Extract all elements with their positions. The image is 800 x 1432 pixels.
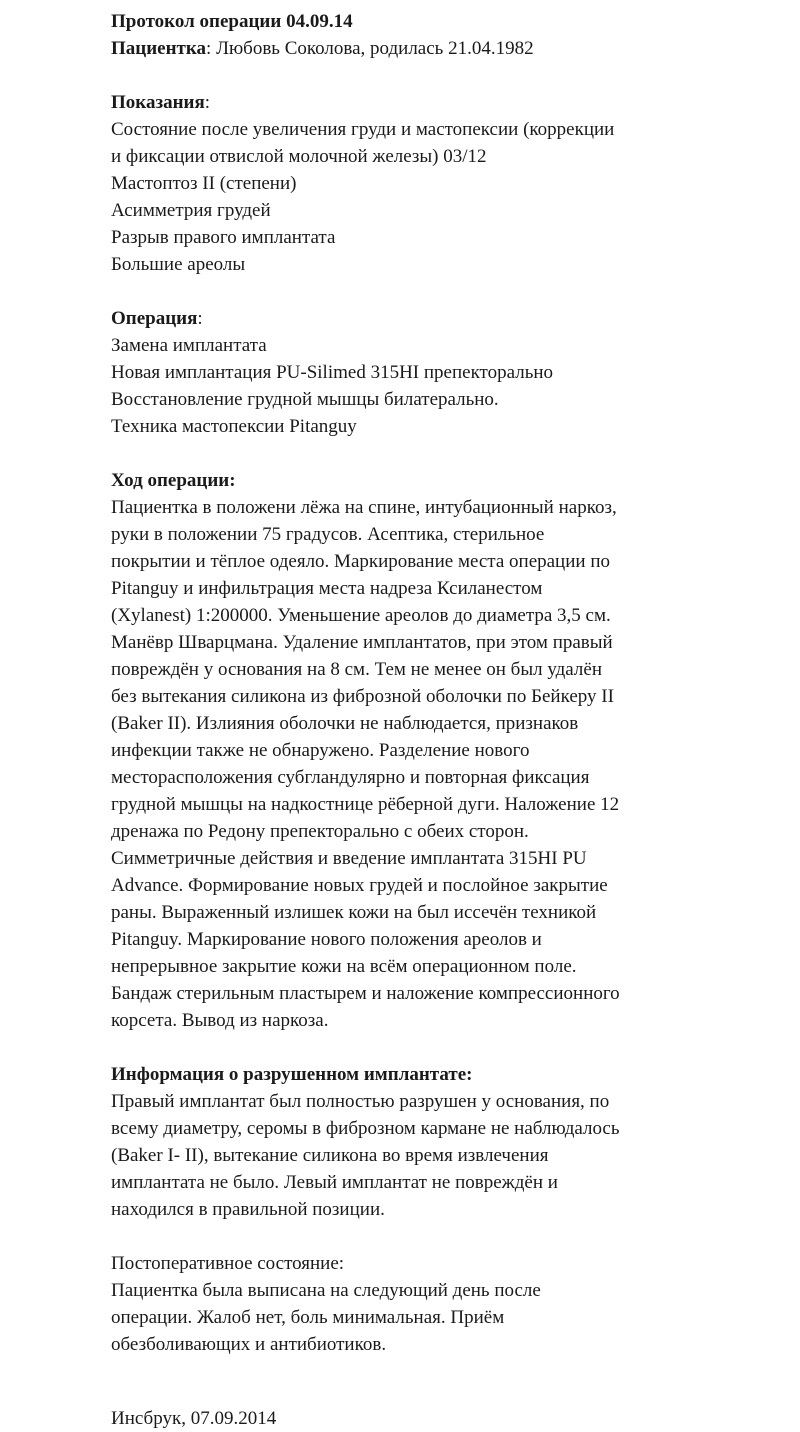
spacer — [111, 278, 771, 305]
procedure-line: Advance. Формирование новых грудей и послойное закрытие — [111, 875, 608, 896]
procedure-line: повреждён у основания на 8 см. Тем не менее он был удалён — [111, 659, 602, 680]
procedure-line: Манёвр Шварцмана. Удаление имплантатов, при этом правый — [111, 632, 613, 653]
spacer — [111, 62, 771, 89]
procedure-line: покрытии и тёплое одеяло. Маркирование места операции по — [111, 551, 610, 572]
signature-place-date: Инсбрук, 07.09.2014 — [111, 1408, 277, 1429]
indications-line: Состояние после увеличения груди и мастопексии (коррекции — [111, 119, 615, 140]
indications-line: Разрыв правого имплантата — [111, 227, 336, 248]
procedure-line: Пациентка в положени лёжа на спине, интубационный наркоз, — [111, 497, 617, 518]
procedure-line: Pitanguy и инфильтрация места надреза Ксиланестом — [111, 578, 543, 599]
spacer — [111, 1034, 771, 1061]
spacer — [111, 440, 771, 467]
operation-line: Восстановление грудной мышцы билатерально. — [111, 389, 499, 410]
patient-value: : Любовь Соколова, родилась 21.04.1982 — [206, 38, 534, 59]
implant-info-line: (Baker I- II), вытекание силикона во время извлечения — [111, 1145, 549, 1166]
implant-info-heading: Информация о разрушенном имплантате: — [111, 1064, 473, 1085]
procedure-line: Бандаж стерильным пластырем и наложение компрессионного — [111, 983, 620, 1004]
operation-line: Замена имплантата — [111, 335, 267, 356]
postop-line: Пациентка была выписана на следующий день после — [111, 1280, 541, 1301]
indications-heading: Показания: — [111, 92, 211, 113]
operation-heading: Операция: — [111, 308, 203, 329]
document-title: Протокол операции 04.09.14 — [111, 11, 353, 32]
procedure-line: корсета. Вывод из наркоза. — [111, 1010, 329, 1031]
procedure-line: Симметричные действия и введение имплантата 315HI PU — [111, 848, 587, 869]
procedure-line: инфекции также не обнаружено. Разделение нового — [111, 740, 530, 761]
procedure-line: дренажа по Редону препекторально с обеих сторон. — [111, 821, 529, 842]
procedure-line: (Xylanest) 1:200000. Уменьшение ареолов до диаметра 3,5 см. — [111, 605, 611, 626]
patient-line — [111, 35, 771, 62]
implant-info-line: имплантата не было. Левый имплантат не повреждён и — [111, 1172, 558, 1193]
implant-info-line: находился в правильной позиции. — [111, 1199, 385, 1220]
indications-line: и фиксации отвислой молочной железы) 03/12 — [111, 146, 487, 167]
spacer — [111, 1223, 771, 1250]
indications-line: Большие ареолы — [111, 254, 246, 275]
procedure-line: раны. Выраженный излишек кожи на был иссечён техникой — [111, 902, 597, 923]
patient-label: Пациентка — [111, 38, 207, 59]
implant-info-line: Правый имплантат был полностью разрушен у основания, по — [111, 1091, 610, 1112]
implant-info-line: всему диаметру, серомы в фиброзном кармане не наблюдалось — [111, 1118, 620, 1139]
document-body — [111, 8, 771, 1358]
postop-line: обезболивающих и антибиотиков. — [111, 1334, 387, 1355]
procedure-line: месторасположения субгландулярно и повторная фиксация — [111, 767, 590, 788]
procedure-heading: Ход операции: — [111, 470, 236, 491]
procedure-line: (Baker II). Излияния оболочки не наблюдается, признаков — [111, 713, 579, 734]
indications-line: Мастоптоз II (степени) — [111, 173, 297, 194]
operation-line: Новая имплантация PU-Silimed 315HI препекторально — [111, 362, 554, 383]
procedure-line: руки в положении 75 градусов. Асептика, стерильное — [111, 524, 545, 545]
operation-line: Техника мастопексии Pitanguy — [111, 416, 357, 437]
procedure-line: грудной мышцы на надкостнице рёберной дуги. Наложение 12 — [111, 794, 620, 815]
postop-heading: Постоперативное состояние: — [111, 1253, 345, 1274]
procedure-line: Pitanguy. Маркирование нового положения ареолов и — [111, 929, 542, 950]
procedure-line: без вытекания силикона из фиброзной оболочки по Бейкеру II — [111, 686, 614, 707]
postop-line: операции. Жалоб нет, боль минимальная. Приём — [111, 1307, 505, 1328]
procedure-line: непрерывное закрытие кожи на всём операционном поле. — [111, 956, 577, 977]
indications-line: Асимметрия грудей — [111, 200, 271, 221]
